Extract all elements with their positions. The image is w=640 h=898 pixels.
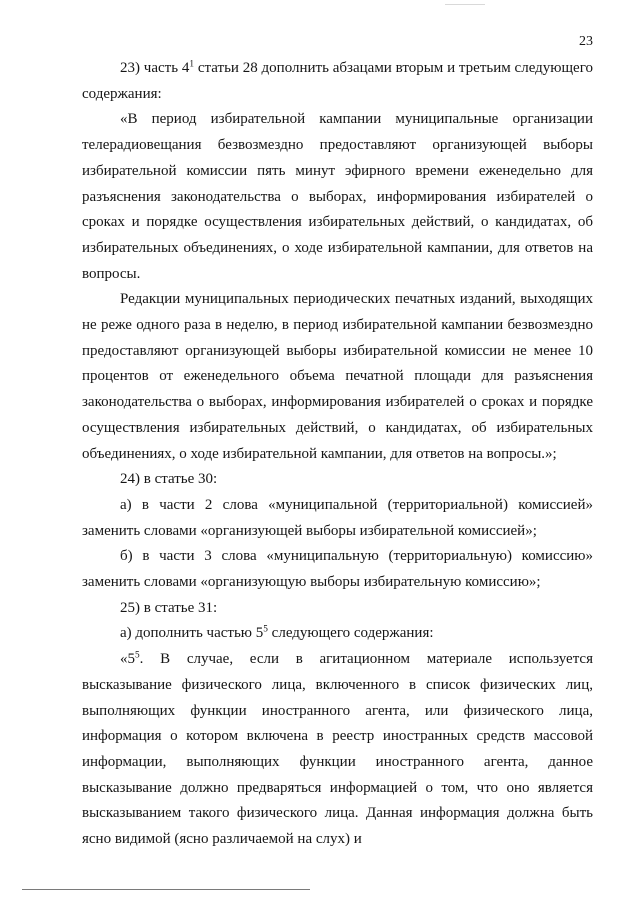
paragraph-print-media: Редакции муниципальных периодических печатных изданий, выходящих не реже одного раза в неделю, в период избирательной кампании безвозмездно предоставляют организующей выборы избирательной комиссии не менее 10 процентов от еженедельного объема печатной площади для разъяснения законодательства о выборах, информирования избирателей о сроках и порядке осуществления избирательных действий, о кандидатах, об избирательных объединениях, о ходе избирательной кампании, для ответов на вопросы.»; bbox=[82, 291, 593, 462]
document-body bbox=[82, 56, 593, 853]
paragraph-part-5-5: «$5^5$. В случае, если в агитационном материале используется высказывание физического лица, включенного в список физических лиц, выполняющих функции иностранного агента, или физического лица, информация о котором включена в реестр иностранных средств массовой информации, выполняющих функции иностранного агента, данное высказывание должно предваряться информацией о том, что оно является высказыванием такого физического лица. Данная информация должна быть ясно видимой (ясно различаемой на слух) и bbox=[82, 650, 593, 848]
paragraph-tv-broadcast: «В период избирательной кампании муниципальные организации телерадиовещания безвозмездно предоставляют организующей выборы избирательной комиссии пять минут эфирного времени еженедельно для разъяснения законодательства о выборах, информирования избирателей о сроках и порядке осуществления избирательных действий, о кандидатах, об избирательных объединениях, о ходе избирательной кампании, для ответов на вопросы. bbox=[82, 111, 593, 282]
scan-mark bbox=[445, 4, 485, 5]
paragraph-25: 25) в статье 31: bbox=[120, 599, 218, 616]
paragraph-24a: а) в части 2 слова «муниципальной (территориальной) комиссией» заменить словами «организующей выборы избирательной комиссией»; bbox=[82, 496, 593, 539]
paragraph-23: 23) часть $4^1$ статьи 28 дополнить абзацами вторым и третьим следующего содержания: bbox=[82, 59, 593, 102]
paragraph-25a: а) дополнить частью $5^5$ следующего содержания: bbox=[120, 624, 434, 642]
page-number: 23 bbox=[579, 34, 593, 49]
paragraph-24b: б) в части 3 слова «муниципальную (территориальную) комиссию» заменить словами «организующую выборы избирательную комиссию»; bbox=[82, 548, 593, 591]
paragraph-24: 24) в статье 30: bbox=[120, 471, 218, 488]
footer-rule bbox=[22, 889, 310, 890]
